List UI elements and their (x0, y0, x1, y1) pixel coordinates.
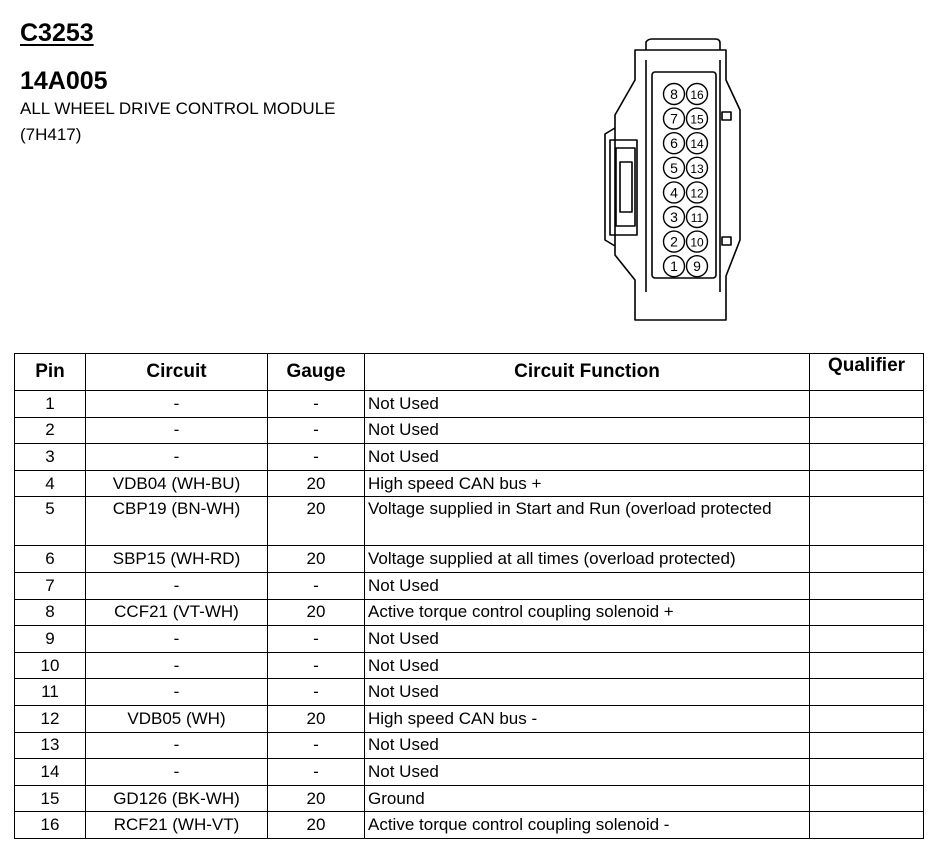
header-pin: Pin (15, 354, 86, 391)
function-cell: Not Used (365, 572, 810, 599)
function-cell: Not Used (365, 626, 810, 653)
gauge-cell: 20 (268, 785, 365, 812)
circuit-cell: SBP15 (WH-RD) (86, 546, 268, 573)
table-row (15, 572, 924, 599)
gauge-cell: - (268, 444, 365, 471)
gauge-cell: - (268, 652, 365, 679)
qualifier-cell (810, 785, 924, 812)
qualifier-cell (810, 391, 924, 418)
gauge-cell: 20 (268, 497, 365, 546)
pin-number-label: 9 (693, 258, 701, 275)
pin-number-label: 1 (670, 258, 678, 275)
pin-cell: 5 (15, 497, 86, 546)
pin-number-label: 5 (670, 159, 678, 176)
function-cell: Ground (365, 785, 810, 812)
qualifier-cell (810, 732, 924, 759)
pin-number-label: 2 (670, 233, 678, 250)
pin-number-label: 15 (690, 112, 704, 127)
pin-number-label: 6 (670, 135, 678, 152)
pin-cell: 14 (15, 759, 86, 786)
qualifier-cell (810, 444, 924, 471)
qualifier-cell (810, 546, 924, 573)
pin-number-label: 10 (690, 235, 704, 250)
circuit-cell: GD126 (BK-WH) (86, 785, 268, 812)
circuit-cell: CBP19 (BN-WH) (86, 497, 268, 546)
circuit-cell: - (86, 626, 268, 653)
qualifier-cell (810, 705, 924, 732)
pin-cell: 9 (15, 626, 86, 653)
table-row (15, 444, 924, 471)
connector-id: C3253 (20, 19, 94, 47)
header-qualifier: Qualifier (810, 354, 924, 391)
gauge-cell: - (268, 417, 365, 444)
gauge-cell: - (268, 759, 365, 786)
gauge-cell: - (268, 626, 365, 653)
pin-cell: 15 (15, 785, 86, 812)
pin-cell: 3 (15, 444, 86, 471)
circuit-cell: RCF21 (WH-VT) (86, 812, 268, 839)
pin-cell: 12 (15, 705, 86, 732)
table-row (15, 652, 924, 679)
qualifier-cell (810, 652, 924, 679)
qualifier-cell (810, 679, 924, 706)
circuit-cell: CCF21 (VT-WH) (86, 599, 268, 626)
circuit-cell: - (86, 652, 268, 679)
gauge-cell: - (268, 391, 365, 418)
pin-cell: 4 (15, 470, 86, 497)
circuit-cell: - (86, 572, 268, 599)
table-row (15, 759, 924, 786)
pin-number-label: 7 (670, 110, 678, 127)
pin-number-label: 8 (670, 86, 678, 102)
circuit-cell: VDB05 (WH) (86, 705, 268, 732)
table-row (15, 470, 924, 497)
function-cell: Not Used (365, 391, 810, 418)
function-cell: Not Used (365, 444, 810, 471)
table-row (15, 679, 924, 706)
function-cell: Not Used (365, 652, 810, 679)
circuit-cell: - (86, 732, 268, 759)
pin-number-label: 16 (690, 88, 704, 102)
gauge-cell: 20 (268, 812, 365, 839)
qualifier-cell (810, 572, 924, 599)
table-row (15, 812, 924, 839)
table-row (15, 497, 924, 546)
part-number: 14A005 (20, 67, 108, 95)
pin-number-label: 3 (670, 209, 678, 225)
gauge-cell: - (268, 572, 365, 599)
header-circuit: Circuit (86, 354, 268, 391)
gauge-cell: - (268, 732, 365, 759)
circuit-cell: VDB04 (WH-BU) (86, 470, 268, 497)
pin-number-label: 4 (670, 184, 678, 201)
table-row (15, 626, 924, 653)
pin-grid (664, 84, 708, 277)
function-cell: Active torque control coupling solenoid + (365, 599, 810, 626)
circuit-cell: - (86, 417, 268, 444)
connector-face-diagram (580, 30, 750, 330)
module-code: (7H417) (20, 125, 82, 144)
table-row (15, 705, 924, 732)
gauge-cell: - (268, 679, 365, 706)
circuit-cell: - (86, 759, 268, 786)
qualifier-cell (810, 497, 924, 546)
table-row (15, 417, 924, 444)
gauge-cell: 20 (268, 705, 365, 732)
gauge-cell: 20 (268, 546, 365, 573)
function-cell: Not Used (365, 417, 810, 444)
qualifier-cell (810, 417, 924, 444)
pin-number-label: 11 (690, 211, 704, 225)
pin-cell: 13 (15, 732, 86, 759)
function-cell: High speed CAN bus - (365, 705, 810, 732)
function-cell: Not Used (365, 759, 810, 786)
function-cell: Not Used (365, 679, 810, 706)
pin-number-label: 14 (690, 137, 704, 152)
pin-cell: 1 (15, 391, 86, 418)
pin-cell: 2 (15, 417, 86, 444)
table-row (15, 732, 924, 759)
gauge-cell: 20 (268, 599, 365, 626)
function-cell: Voltage supplied in Start and Run (overload protected (365, 497, 810, 546)
header-circuit-function: Circuit Function (365, 354, 810, 391)
pin-number-label: 12 (690, 186, 704, 201)
pin-table (14, 353, 924, 839)
table-row (15, 785, 924, 812)
module-name: ALL WHEEL DRIVE CONTROL MODULE (20, 99, 336, 118)
qualifier-cell (810, 626, 924, 653)
table-header-row (15, 354, 924, 391)
header-gauge: Gauge (268, 354, 365, 391)
function-cell: High speed CAN bus + (365, 470, 810, 497)
function-cell: Active torque control coupling solenoid - (365, 812, 810, 839)
gauge-cell: 20 (268, 470, 365, 497)
circuit-cell: - (86, 444, 268, 471)
table-row (15, 599, 924, 626)
table-row (15, 546, 924, 573)
pin-cell: 6 (15, 546, 86, 573)
pin-cell: 11 (15, 679, 86, 706)
pin-cell: 16 (15, 812, 86, 839)
table-row (15, 391, 924, 418)
pin-cell: 8 (15, 599, 86, 626)
qualifier-cell (810, 812, 924, 839)
function-cell: Voltage supplied at all times (overload protected) (365, 546, 810, 573)
qualifier-cell (810, 470, 924, 497)
qualifier-cell (810, 599, 924, 626)
circuit-cell: - (86, 679, 268, 706)
qualifier-cell (810, 759, 924, 786)
function-cell: Not Used (365, 732, 810, 759)
pin-cell: 10 (15, 652, 86, 679)
pin-cell: 7 (15, 572, 86, 599)
pin-number-label: 13 (690, 161, 704, 176)
connector-top-latch (646, 39, 720, 50)
circuit-cell: - (86, 391, 268, 418)
